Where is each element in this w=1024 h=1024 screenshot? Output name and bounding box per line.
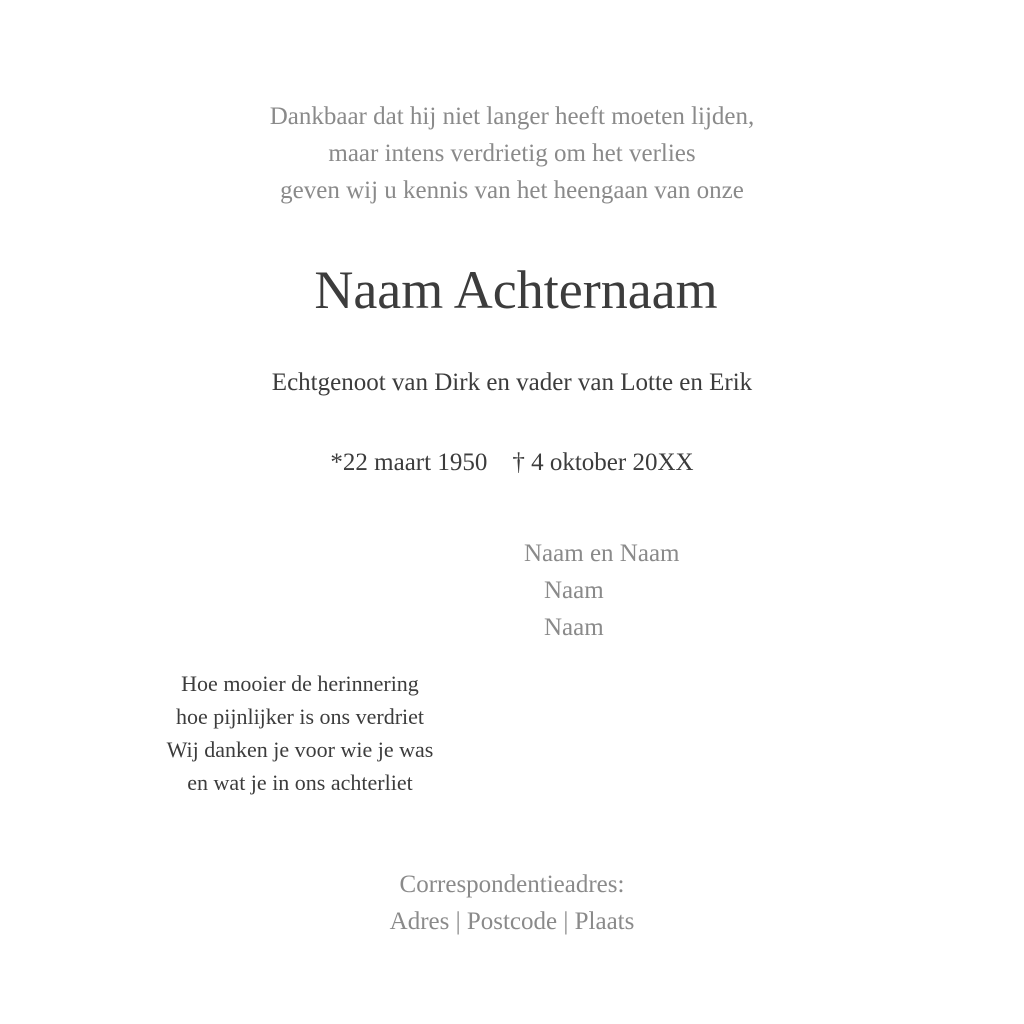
intro-line-3: geven wij u kennis van het heengaan van onze (280, 177, 744, 204)
intro-line-1: Dankbaar dat hij niet langer heeft moeten lijden, (269, 103, 755, 130)
memorial-poem (134, 667, 466, 799)
family-line-3: Naam (544, 614, 604, 641)
correspondence-address (0, 866, 1024, 940)
poem-line-4: en wat je in ons achterliet (187, 770, 413, 795)
family-names (524, 535, 679, 646)
poem-line-1: Hoe mooier de herinnering (181, 671, 419, 696)
poem-line-2: hoe pijnlijker is ons verdriet (175, 704, 425, 729)
relation-line: Echtgenoot van Dirk en vader van Lotte en Erik (271, 369, 753, 396)
intro-text (0, 98, 1024, 209)
poem-line-3: Wij danken je voor wie je was (166, 737, 434, 762)
correspondence-address-line: Adres | Postcode | Plaats (389, 908, 635, 935)
family-line-2: Naam (544, 577, 604, 604)
intro-line-2: maar intens verdrietig om het verlies (328, 140, 696, 167)
birth-death-dates: *22 maart 1950 † 4 oktober 20XX (330, 449, 694, 476)
family-line-1: Naam en Naam (524, 540, 680, 567)
deceased-name: Naam Achternaam (314, 260, 718, 320)
correspondence-label: Correspondentieadres: (399, 871, 625, 898)
